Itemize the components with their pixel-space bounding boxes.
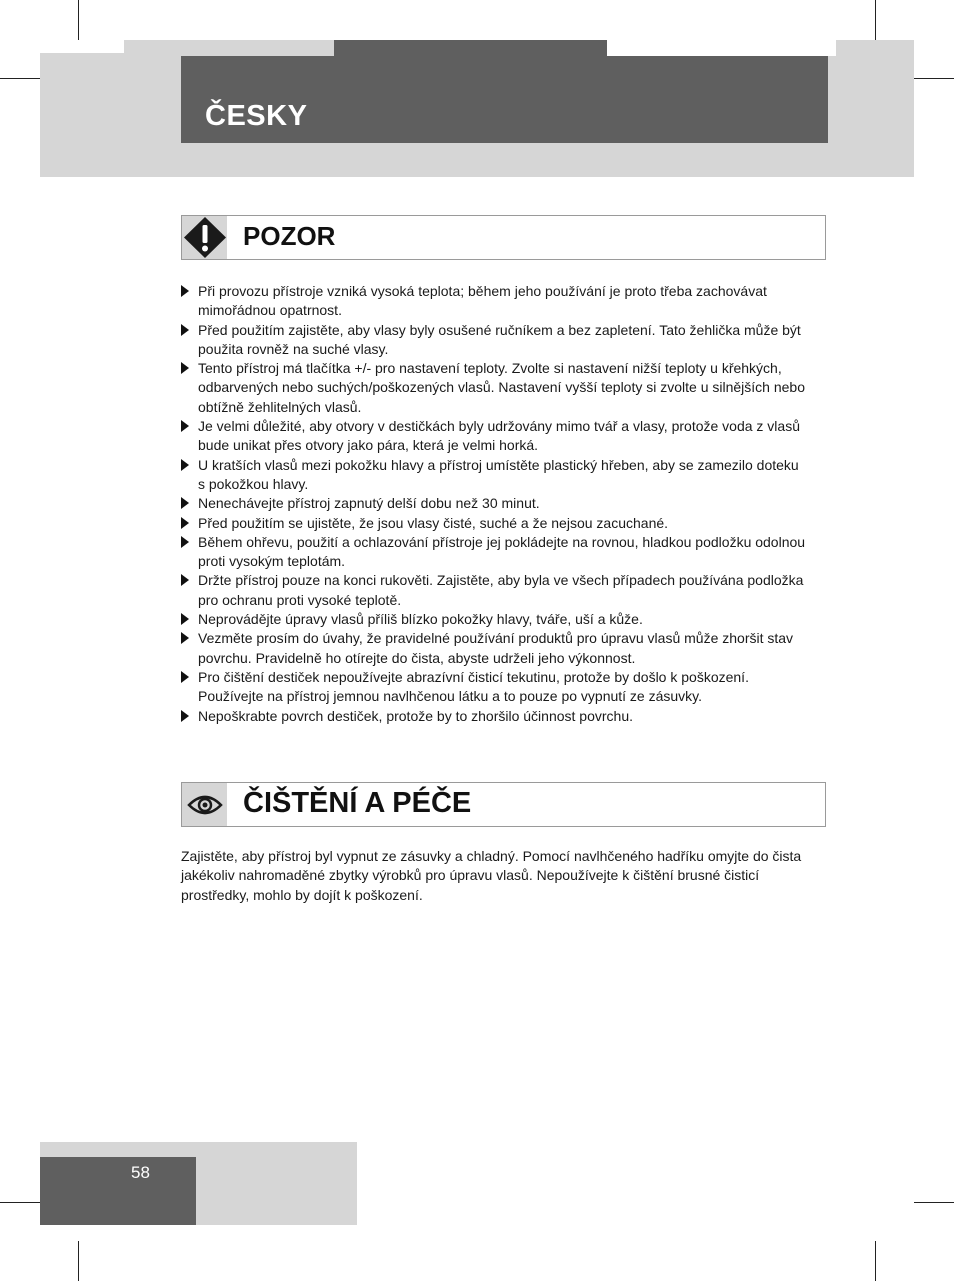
language-bar <box>181 56 828 143</box>
caution-item-text: Nepoškrabte povrch destiček, protože by to zhoršilo účinnost povrchu. <box>198 707 634 724</box>
crop-mark <box>78 0 79 40</box>
caution-item-text: Před použitím se ujistěte, že jsou vlasy čisté, suché a že nejsou zacuchané. <box>198 514 669 531</box>
caution-item <box>181 629 806 668</box>
crop-mark <box>0 78 40 79</box>
caution-item-text: Před použitím zajistěte, aby vlasy byly osušené ručníkem a bez zapletení. Tato žehlička může být použita rovněž na suché vlasy. <box>198 321 801 357</box>
page-number: 58 <box>131 1163 150 1182</box>
caution-item-text: Během ohřevu, použití a ochlazování přístroje jej pokládejte na rovnou, hladkou podložku odolnou proti vysokým teplotám. <box>198 533 806 570</box>
caution-list <box>181 282 806 726</box>
bullet-arrow-icon <box>181 632 189 644</box>
caution-item-text: Tento přístroj má tlačítka +/- pro nastavení teploty. Zvolte si nastavení nižší teploty u křehkých, odbarvených nebo suchých/poškozených vlasů. Nastavení vyšší teploty si zvolte u silnějších nebo obtížně žehlitelných vlasů. <box>198 360 805 415</box>
bullet-arrow-icon <box>181 536 189 548</box>
bullet-arrow-icon <box>181 362 189 374</box>
bullet-arrow-icon <box>181 710 189 722</box>
caution-title: POZOR <box>243 221 336 251</box>
caution-item-text: Je velmi důležité, aby otvory v destičkách byly udržovány mimo tvář a vlasy, protože voda z vlasů bude unikat přes otvory jako pára, která je velmi horká. <box>198 418 800 454</box>
caution-item <box>181 282 806 321</box>
bullet-arrow-icon <box>181 574 189 586</box>
caution-item <box>181 417 806 456</box>
caution-item <box>181 359 806 417</box>
caution-item-text: Vezměte prosím do úvahy, že pravidelné používání produktů pro úpravu vlasů může zhoršit stav povrchu. Pravidelně ho otírejte do čista, abyste udrželi jeho výkonnost. <box>198 630 794 666</box>
crop-mark <box>914 1202 954 1203</box>
bullet-arrow-icon <box>181 517 189 529</box>
caution-item <box>181 571 806 610</box>
caution-item <box>181 610 806 629</box>
header-notch <box>40 40 124 53</box>
eye-icon <box>182 783 227 826</box>
bullet-arrow-icon <box>181 671 189 683</box>
crop-mark <box>914 78 954 79</box>
caution-item <box>181 668 806 707</box>
header-notch <box>607 40 836 56</box>
footer-tab <box>40 1157 196 1225</box>
bullet-arrow-icon <box>181 285 189 297</box>
caution-item <box>181 707 806 726</box>
caution-item-text: Pro čištění destiček nepoužívejte abrazívní čisticí tekutinu, protože by došlo k poškození. Používejte na přístroj jemnou navlhčenou látku a to pouze po vypnutí ze zásuvky. <box>198 668 749 705</box>
caution-item <box>181 494 806 513</box>
header-tab <box>334 40 607 56</box>
bullet-arrow-icon <box>181 459 189 471</box>
caution-item-text: Neprovádějte úpravy vlasů příliš blízko pokožky hlavy, tváře, uší a kůže. <box>198 611 643 628</box>
bullet-arrow-icon <box>181 420 189 432</box>
crop-mark <box>875 0 876 40</box>
caution-item <box>181 321 806 360</box>
crop-mark <box>78 1241 79 1281</box>
caution-item-text: Nenechávejte přístroj zapnutý delší dobu než 30 minut. <box>198 495 540 512</box>
cleaning-text: Zajistěte, aby přístroj byl vypnut ze zásuvky a chladný. Pomocí navlhčeného hadříku omyjte do čista jakékoliv nahromaděné zbytky výrobků pro úpravu vlasů. Nepoužívejte k čištění brusné čisticí prostředky, mohlo by dojít k poškození. <box>181 848 802 903</box>
bullet-arrow-icon <box>181 324 189 336</box>
language-title: ČESKY <box>205 100 308 132</box>
crop-mark <box>875 1241 876 1281</box>
caution-item-text: Při provozu přístroje vzniká vysoká teplota; během jeho používání je proto třeba zachovávat mimořádnou opatrnost. <box>198 283 767 319</box>
caution-item-text: Držte přístroj pouze na konci rukověti. Zajistěte, aby byla ve všech případech používána podložka pro ochranu proti vysoké teplotě. <box>198 572 804 608</box>
bullet-arrow-icon <box>181 497 189 509</box>
caution-item <box>181 533 806 572</box>
cleaning-header <box>181 782 826 827</box>
caution-item-text: U kratších vlasů mezi pokožku hlavy a přístroj umístěte plastický hřeben, aby se zamezilo doteku s pokožkou hlavy. <box>198 456 799 492</box>
caution-header <box>181 215 826 260</box>
caution-item <box>181 514 806 533</box>
caution-item <box>181 456 806 495</box>
exclamation-icon <box>182 216 227 259</box>
bullet-arrow-icon <box>181 613 189 625</box>
crop-mark <box>0 1202 40 1203</box>
cleaning-title: ČIŠTĚNÍ A PÉČE <box>243 787 472 819</box>
